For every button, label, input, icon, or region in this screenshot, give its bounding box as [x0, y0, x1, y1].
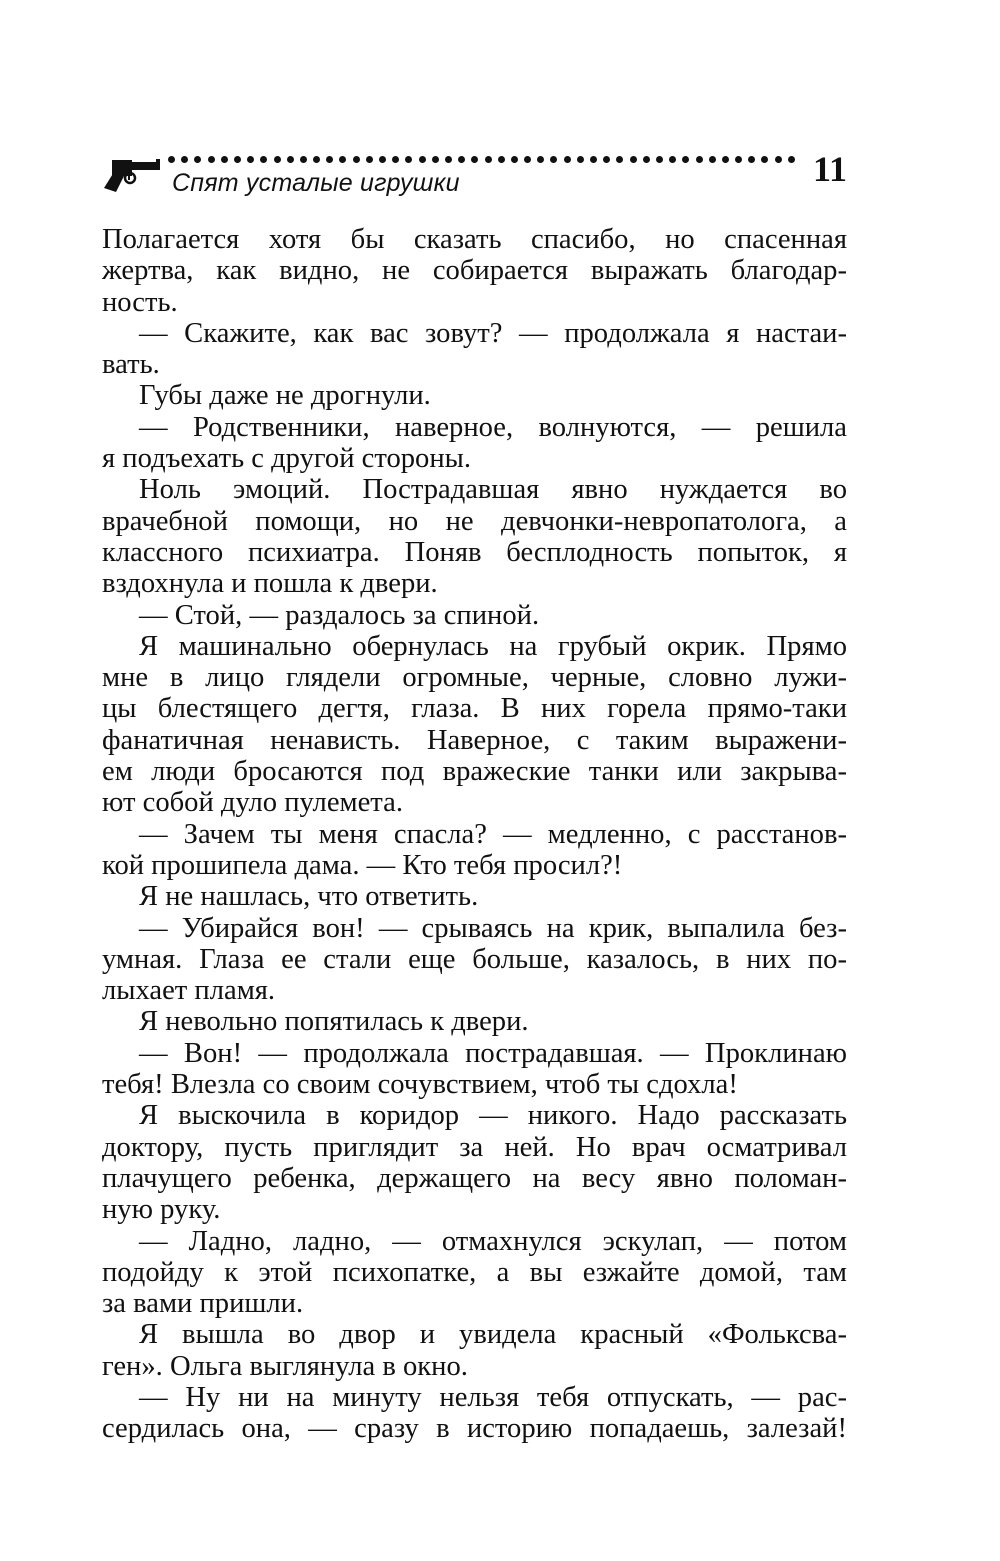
text-line: умная. Глаза ее стали еще больше, казалось, в них по-: [102, 943, 847, 975]
text-line: — Скажите, как вас зовут? — продолжала я настаи-: [139, 317, 847, 349]
page-number: 11: [812, 149, 847, 189]
leader-dot: [722, 156, 729, 163]
leader-dot: [643, 156, 650, 163]
leader-dot: [537, 156, 544, 163]
text-line: за вами пришли.: [102, 1288, 304, 1320]
text-line: — Ладно, ладно, — отмахнулся эскулап, — потом: [139, 1225, 847, 1257]
leader-dot: [168, 156, 175, 163]
leader-dot: [577, 156, 584, 163]
leader-dot: [735, 156, 742, 163]
leader-dot: [234, 156, 241, 163]
leader-dot: [366, 156, 373, 163]
text-line: тебя! Влезла со своим сочувствием, чтоб ты сдохла!: [102, 1069, 738, 1101]
leader-dot: [696, 156, 703, 163]
leader-dot: [392, 156, 399, 163]
text-line: Я невольно попятилась к двери.: [139, 1006, 529, 1038]
leader-dot: [274, 156, 281, 163]
text-line: сердилась она, — сразу в историю попадаешь, залезай!: [102, 1413, 847, 1445]
text-line: ем люди бросаются под вражеские танки или закрыва-: [102, 756, 847, 788]
leader-dot: [511, 156, 518, 163]
body-text: [102, 224, 847, 1445]
dotted-leader: [168, 150, 798, 164]
text-line: Я машинально обернулась на грубый окрик. Прямо: [139, 630, 847, 662]
leader-dot: [313, 156, 320, 163]
text-line: ность.: [102, 286, 178, 318]
text-line: доктору, пусть приглядит за ней. Но врач осматривал: [102, 1131, 847, 1163]
leader-dot: [194, 156, 201, 163]
leader-dot: [524, 156, 531, 163]
leader-dot: [709, 156, 716, 163]
text-line: я подъехать с другой стороны.: [102, 443, 472, 475]
leader-dot: [247, 156, 254, 163]
leader-dot: [353, 156, 360, 163]
leader-dot: [788, 156, 795, 163]
leader-dot: [287, 156, 294, 163]
text-line: — Родственники, наверное, волнуются, — решила: [139, 411, 847, 443]
text-line: врачебной помощи, но не девчонки-невропатолога, а: [102, 505, 847, 537]
text-line: Полагается хотя бы сказать спасибо, но спасенная: [102, 224, 847, 255]
leader-dot: [379, 156, 386, 163]
text-line: ную руку.: [102, 1194, 221, 1226]
leader-dot: [761, 156, 768, 163]
leader-dot: [181, 156, 188, 163]
text-line: — Ну ни на минуту нельзя тебя отпускать, — рас-: [139, 1381, 847, 1413]
revolver-icon: [102, 156, 164, 194]
leader-dot: [208, 156, 215, 163]
text-line: фанатичная ненависть. Наверное, с таким выражени-: [102, 724, 847, 756]
text-line: Губы даже не дрогнули.: [139, 380, 431, 412]
text-line: — Стой, — раздалось за спиной.: [139, 599, 540, 631]
leader-dot: [458, 156, 465, 163]
leader-dot: [564, 156, 571, 163]
text-line: плачущего ребенка, держащего на весу явно поломан-: [102, 1162, 847, 1194]
text-line: мне в лицо глядели огромные, черные, словно лужи-: [102, 662, 847, 694]
text-line: Я не нашлась, что ответить.: [139, 881, 479, 913]
leader-dot: [445, 156, 452, 163]
running-title: Спят усталые игрушки: [172, 169, 460, 197]
leader-dot: [498, 156, 505, 163]
leader-dot: [748, 156, 755, 163]
leader-dot: [260, 156, 267, 163]
leader-dot: [590, 156, 597, 163]
text-line: кой прошипела дама. — Кто тебя просил?!: [102, 849, 623, 881]
text-line: вздохнула и пошла к двери.: [102, 568, 438, 600]
leader-dot: [300, 156, 307, 163]
leader-dot: [616, 156, 623, 163]
text-line: лыхает пламя.: [102, 975, 276, 1007]
leader-dot: [326, 156, 333, 163]
text-line: вать.: [102, 349, 160, 381]
text-line: цы блестящего дегтя, глаза. В них горела прямо-таки: [102, 693, 847, 725]
leader-dot: [775, 156, 782, 163]
text-line: — Убирайся вон! — срываясь на крик, выпалила без-: [139, 912, 847, 944]
text-line: ют собой дуло пулемета.: [102, 787, 403, 819]
leader-dot: [405, 156, 412, 163]
leader-dot: [682, 156, 689, 163]
text-line: подойду к этой психопатке, а вы езжайте домой, там: [102, 1256, 847, 1288]
page-header: [102, 150, 847, 200]
text-line: Ноль эмоций. Пострадавшая явно нуждается во: [139, 474, 847, 506]
leader-dot: [339, 156, 346, 163]
text-line: Я вышла во двор и увидела красный «Фольксва-: [139, 1319, 847, 1351]
leader-dot: [630, 156, 637, 163]
text-line: — Зачем ты меня спасла? — медленно, с расстанов-: [139, 818, 847, 850]
leader-dot: [550, 156, 557, 163]
text-line: Я выскочила в коридор — никого. Надо рассказать: [139, 1100, 847, 1132]
leader-dot: [432, 156, 439, 163]
leader-dot: [669, 156, 676, 163]
text-line: — Вон! — продолжала пострадавшая. — Проклинаю: [139, 1037, 847, 1069]
leader-dot: [419, 156, 426, 163]
text-line: ген». Ольга выглянула в окно.: [102, 1350, 468, 1382]
text-line: жертва, как видно, не собирается выражать благодар-: [102, 255, 847, 287]
leader-dot: [603, 156, 610, 163]
leader-dot: [471, 156, 478, 163]
leader-dot: [221, 156, 228, 163]
leader-dot: [656, 156, 663, 163]
leader-dot: [485, 156, 492, 163]
text-line: классного психиатра. Поняв бесплодность попыток, я: [102, 536, 847, 568]
